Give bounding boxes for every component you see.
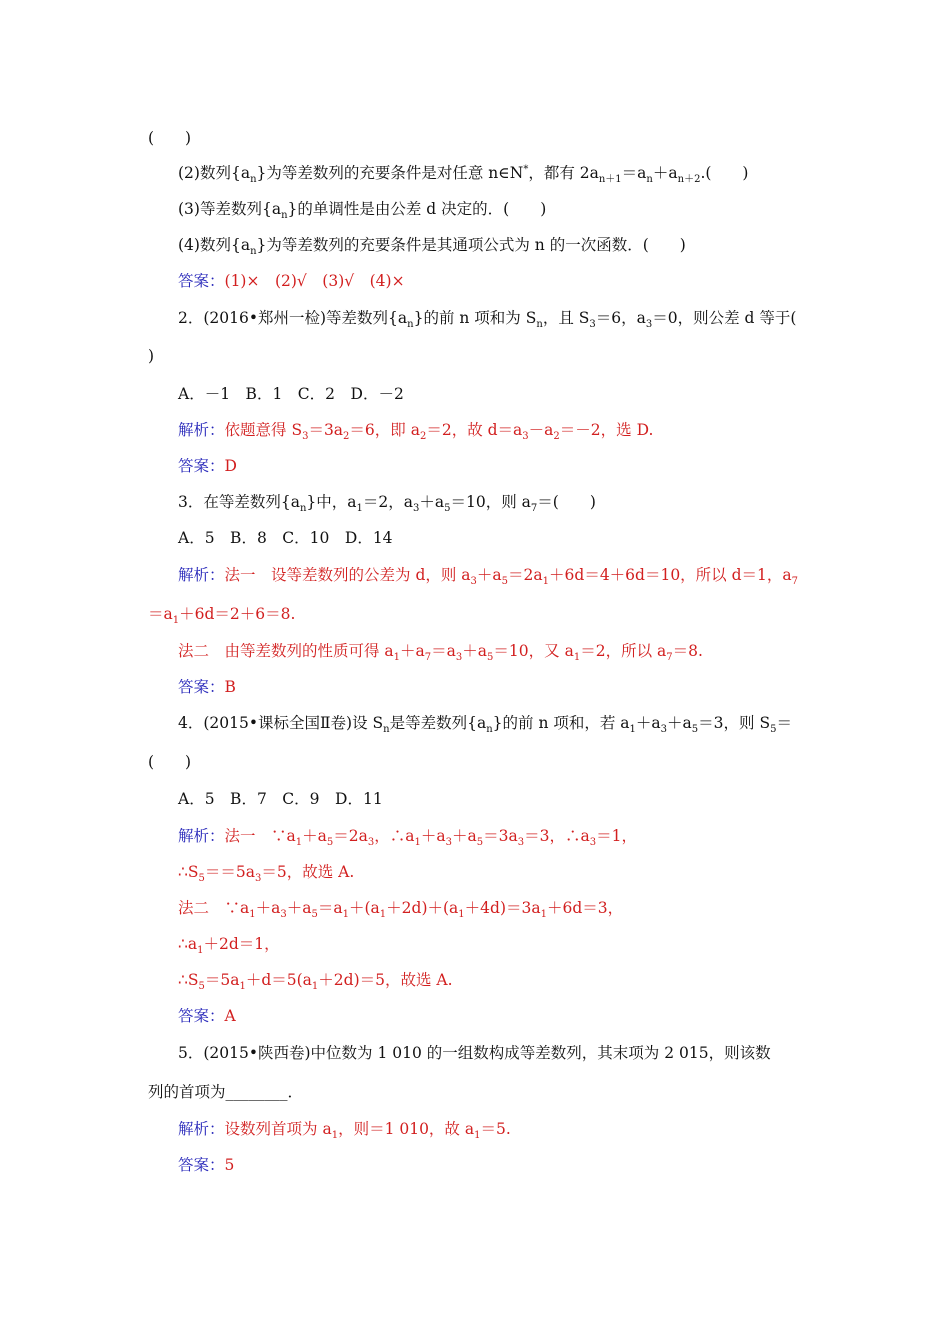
q5-analysis: 解析：设数列首项为 $a_1$，则＝1 010，故 $a_1=5$.: [178, 1120, 511, 1142]
q3-options: A．5 B．8 C．10 D．14: [178, 529, 393, 547]
q2-tail: ): [148, 347, 155, 365]
analysis-label: 解析：: [178, 421, 225, 439]
q3-answer: 答案：B: [178, 678, 236, 696]
q5-stem: 5．(2015•陕西卷)中位数为 1 010 的一组数构成等差数列，其末项为 2 015，则该数: [178, 1044, 771, 1062]
q1-statement-2: (2)数列$\{a_n\}$为等差数列的充要条件是对任意 n∈N*，都有 $2a_{n+1}=a_n+a_{n+2}$.( ): [178, 163, 749, 186]
answer-label: 答案：: [178, 272, 225, 290]
q4-options: A．5 B．7 C．9 D．11: [178, 790, 383, 808]
q2-analysis: 解析：依题意得 $S_3=3a_2=6$，即 $a_2=2$，故 $d=a_3-a_2=-2$，选 D.: [178, 421, 654, 443]
q4-analysis-method2-cont: $\therefore a_1+2d=1$，: [178, 935, 280, 957]
q5-stem-cont: 列的首项为________．: [148, 1083, 304, 1101]
q3-analysis-method1-cont: $=a_1+6d=2+6=8$.: [148, 605, 296, 627]
q4-answer: 答案：A: [178, 1007, 236, 1025]
q1-statement-4: (4)数列$\{a_n\}$为等差数列的充要条件是其通项公式为 n 的一次函数．( ): [178, 236, 686, 258]
q1-tail: ( ): [148, 129, 192, 147]
q2-options: A．－1 B．1 C．2 D．－2: [178, 385, 404, 403]
answer-value: (1)× (2)√ (3)√ (4)×: [224, 272, 405, 290]
q3-analysis-method1: 解析：法一 设等差数列的公差为 d，则 $a_3+a_5=2a_1+6d=4+6d=10$，所以 d＝1，$a_7$: [178, 566, 799, 588]
q1-statement-3: (3)等差数列$\{a_n\}$的单调性是由公差 d 决定的．( ): [178, 200, 547, 222]
q4-analysis-method1-cont: $\therefore S_5==5a_3=5$，故选 A.: [178, 863, 355, 885]
q4-stem: 4．(2015•课标全国Ⅱ卷)设 $S_n$是等差数列$\{a_n\}$的前 n 项和，若 $a_1+a_3+a_5=3$，则 $S_5=$: [178, 714, 792, 736]
q2-answer: 答案：D: [178, 457, 237, 475]
q4-analysis-method2: 法二 $\because a_1+a_3+a_5=a_1+(a_1+2d)+(a_1+4d)=3a_1+6d=3$，: [178, 899, 624, 921]
q2-stem: 2．(2016•郑州一检)等差数列$\{a_n\}$的前 n 项和为 $S_n$，且 $S_3=6$，$a_3=0$，则公差 d 等于(: [178, 309, 797, 331]
q4-analysis-method1: 解析：法一 $\because a_1+a_5=2a_3$，$\therefore a_1+a_3+a_5=3a_3=3$，$\therefore a_3=1$，: [178, 827, 637, 849]
q3-stem: 3．在等差数列$\{a_n\}$中，$a_1=2$，$a_3+a_5=10$，则 $a_7=$( ): [178, 493, 596, 515]
q1-answer: [178, 271, 405, 291]
q5-answer: 答案：5: [178, 1156, 235, 1174]
q4-tail: ( ): [148, 753, 192, 771]
q3-analysis-method2: 法二 由等差数列的性质可得 $a_1+a_7=a_3+a_5=10$，又 $a_1=2$，所以 $a_7=8$.: [178, 642, 703, 664]
q4-analysis-method2-conclusion: $\therefore S_5=5a_1+d=5(a_1+2d)=5$，故选 A.: [178, 971, 453, 993]
